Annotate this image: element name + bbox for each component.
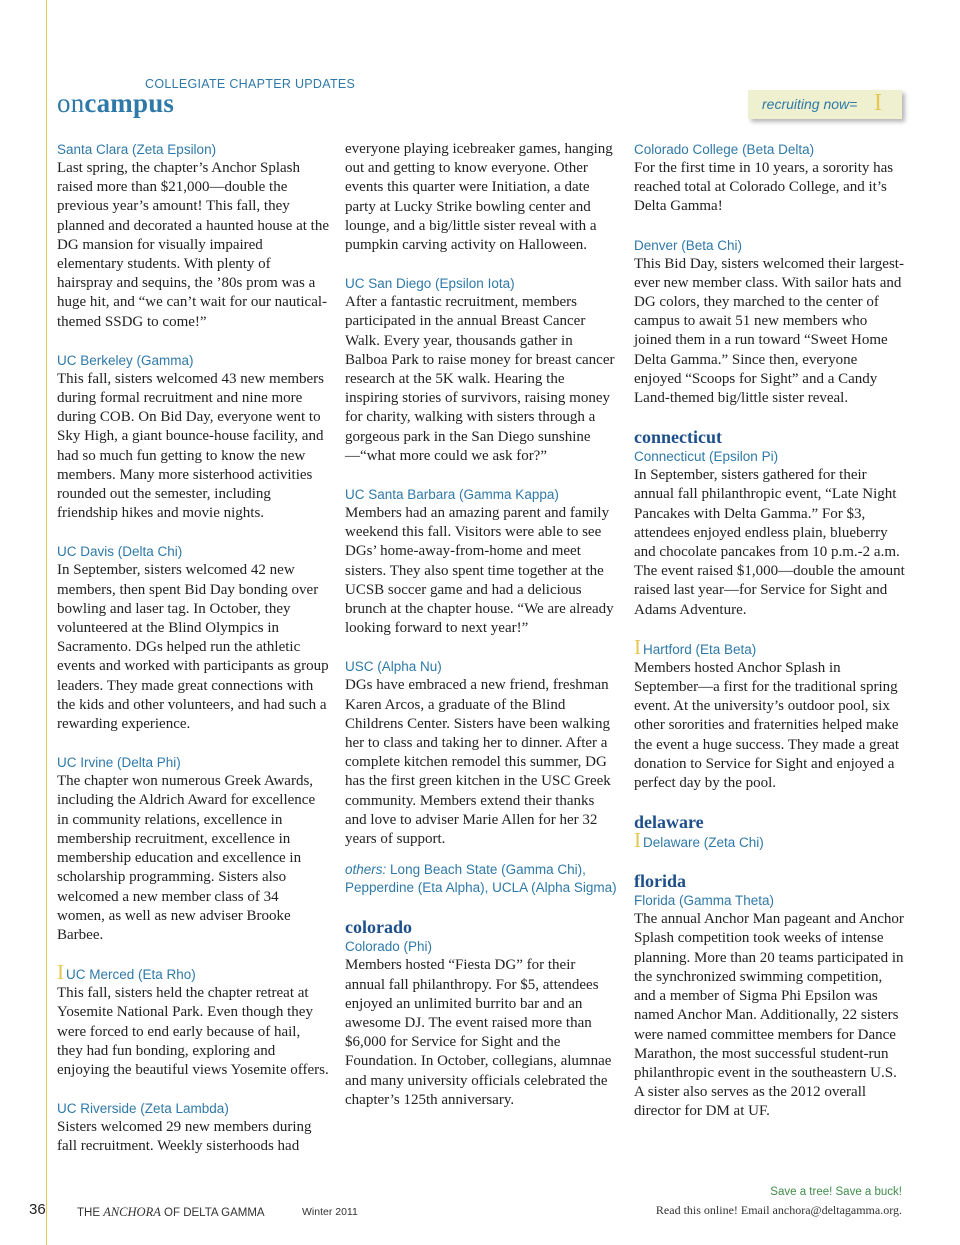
column-3 bbox=[634, 140, 906, 1141]
chapter-body: This fall, sisters welcomed 43 new members during formal recruitment and nine more during COB. On Bid Day, everyone went to Sky High, a giant bounce-house facility, and had so much fun getting to know the new members. Many more sisterhood activities rounded out the semester, including friendship hikes and movie nights. bbox=[57, 370, 325, 522]
chapter-heading-row bbox=[634, 828, 906, 853]
chapter-body: This fall, sisters held the chapter retreat at Yosemite National Park. Even though they were forced to end early because of hail, they had fun bonding, exploring and enjoying the beautiful views Yosemite offers. bbox=[57, 985, 329, 1078]
chapter-heading: UC Riverside (Zeta Lambda) bbox=[57, 1101, 229, 1117]
gold-margin-rule bbox=[46, 0, 47, 1245]
state-heading: delaware bbox=[634, 812, 704, 833]
chapter-entry bbox=[634, 634, 906, 793]
column-1 bbox=[57, 140, 329, 1176]
state-section-connecticut bbox=[634, 427, 906, 620]
publication-the: THE bbox=[77, 1207, 100, 1219]
badge-marker-icon: I bbox=[874, 90, 882, 116]
other-chapters bbox=[345, 861, 617, 897]
chapter-heading: Delaware (Zeta Chi) bbox=[643, 835, 764, 851]
chapter-entry-continued bbox=[345, 140, 617, 255]
chapter-heading: Connecticut (Epsilon Pi) bbox=[634, 449, 779, 465]
state-heading: connecticut bbox=[634, 427, 722, 448]
chapter-heading: UC Merced (Eta Rho) bbox=[66, 967, 196, 983]
publication-anchora: ANCHORA bbox=[103, 1205, 161, 1219]
chapter-body: everyone playing icebreaker games, hanging out and getting to know everyone. Other events this quarter were Initiation, a date party at Lucky Strike bowling center and lounge, and a big/little sister reveal with a pumpkin carving activity on Halloween. bbox=[345, 141, 613, 254]
badge-text: recruiting now= bbox=[762, 96, 858, 112]
others-label: others: bbox=[345, 862, 387, 878]
state-section-colorado bbox=[345, 917, 617, 1110]
chapter-heading: UC San Diego (Epsilon Iota) bbox=[345, 276, 515, 292]
chapter-heading: UC Davis (Delta Chi) bbox=[57, 544, 183, 560]
chapter-entry bbox=[345, 657, 617, 849]
gold-marker-icon: I bbox=[634, 828, 641, 853]
gold-marker-icon: I bbox=[634, 634, 641, 659]
page-title-bold: campus bbox=[84, 88, 175, 118]
chapter-body: Members hosted Anchor Splash in September—a first for the traditional spring event. At the university’s outdoor pool, six other sororities and fraternities helped make the event a huge success. They made a great donation to Service for Sight and enjoyed a perfect day by the pool. bbox=[634, 659, 900, 792]
chapter-entry bbox=[57, 351, 329, 524]
chapter-body: Members hosted “Fiesta DG” for their annual fall philanthropy. For $5, attendees enjoyed an unlimited burrito bar and an awesome DJ. The event raised more than $6,000 for Service for Sight and the Foundation. In October, collegians, alumnae and many university officials celebrated the chapter’s 125th anniversary. bbox=[345, 957, 612, 1108]
publication-rest: OF DELTA GAMMA bbox=[164, 1207, 265, 1219]
column-2 bbox=[345, 140, 617, 1129]
chapter-entry bbox=[57, 753, 329, 945]
chapter-entry bbox=[634, 140, 906, 217]
chapter-heading: Hartford (Eta Beta) bbox=[643, 641, 757, 657]
read-online-note: Read this online! Email anchora@deltagamma.org. bbox=[655, 1203, 902, 1217]
chapter-heading: UC Santa Barbara (Gamma Kappa) bbox=[345, 487, 559, 503]
chapter-heading-row bbox=[57, 960, 329, 985]
page-title bbox=[57, 88, 174, 119]
save-a-tree-note: Save a tree! Save a buck! bbox=[770, 1186, 902, 1198]
chapter-body: In September, sisters gathered for their annual fall philanthropic event, “Late Night Pancakes with Delta Gamma.” For $3, attendees enjoyed endless plain, blueberry and chocolate pancakes from 10 p.m.-2 a.m. The event raised $1,000—double the amount raised last year—for Service for Sight and Adams Adventure. bbox=[634, 467, 905, 618]
chapter-body: For the first time in 10 years, a sorority has reached total at Colorado College, and it’s Delta Gamma! bbox=[634, 160, 894, 215]
gold-marker-icon: I bbox=[57, 960, 64, 985]
chapter-entry bbox=[345, 485, 617, 638]
chapter-body: DGs have embraced a new friend, freshman Karen Arcos, a graduate of the Blind Childrens Center. Sisters have been walking her to class and taking her to dinner. After a complete kitchen remodel this summer, DG has the first green kitchen in the USC Greek community. Members extend their thanks and love to adviser Marie Allen for her 32 years of support. bbox=[345, 677, 611, 848]
chapter-body: After a fantastic recruitment, members participated in the annual Breast Cancer Walk. Every year, thousands gather in Balboa Park to raise money for breast cancer research at the 5K walk. Hearing the inspiring stories of survivors, raising money for charity, walking with sisters through a gorgeous park in the San Diego sunshine—“what more could we ask for?” bbox=[345, 294, 615, 464]
chapter-body: The chapter won numerous Greek Awards, including the Aldrich Award for excellence in community relations, excellence in membership recruitment, excellence in membership education and excellence in scholarship programming. Sisters also welcomed a new member class of 34 women, as well as new adviser Brooke Barbee. bbox=[57, 773, 316, 943]
section-label: COLLEGIATE CHAPTER UPDATES bbox=[145, 77, 356, 91]
state-heading: colorado bbox=[345, 917, 412, 938]
chapter-entry bbox=[345, 274, 617, 466]
chapter-entry bbox=[57, 140, 329, 332]
recruiting-now-badge bbox=[748, 90, 902, 119]
chapter-entry bbox=[57, 542, 329, 734]
chapter-heading: Florida (Gamma Theta) bbox=[634, 893, 775, 909]
state-heading: florida bbox=[634, 871, 686, 892]
chapter-body: This Bid Day, sisters welcomed their largest-ever new member class. With sailor hats and DG colors, they marched to the center of campus to await 51 new members who joined them in a run toward “Sweet Home Delta Gamma.” Since then, everyone enjoyed “Scoops for Sight” and a Candy Land-themed big/little sister reveal. bbox=[634, 255, 904, 407]
chapter-body: Members had an amazing parent and family weekend this fall. Visitors were able to see DGs’ home-away-from-home and meet sisters. They also spent time together at the UCSB soccer game and had a delicious brunch at the chapter house. “We are already looking forward to next year!” bbox=[345, 505, 614, 637]
chapter-heading: UC Berkeley (Gamma) bbox=[57, 352, 194, 368]
chapter-entry bbox=[634, 236, 906, 409]
state-section-florida bbox=[634, 871, 906, 1121]
issue-date: Winter 2011 bbox=[302, 1206, 358, 1218]
chapter-heading-row bbox=[634, 634, 906, 659]
chapter-heading: USC (Alpha Nu) bbox=[345, 659, 442, 675]
chapter-heading: Colorado College (Beta Delta) bbox=[634, 142, 815, 157]
page-title-light: on bbox=[57, 88, 85, 118]
chapter-entry bbox=[57, 1099, 329, 1156]
chapter-body: In September, sisters welcomed 42 new members, then spent Bid Day bonding over bowling and laser tag. In October, they volunteered at the Blind Olympics in Sacramento. DGs helped run the athletic events and worked with participants as group leaders. They made great connections with the kids and other volunteers, and had such a rewarding experience. bbox=[57, 562, 329, 733]
chapter-heading: UC Irvine (Delta Phi) bbox=[57, 755, 181, 771]
chapter-body: Sisters welcomed 29 new members during fall recruitment. Weekly sisterhoods had bbox=[57, 1119, 312, 1155]
chapter-body: Last spring, the chapter’s Anchor Splash raised more than $21,000—double the previous year’s amount! This fall, they planned and decorated a haunted house at the DG mansion for visually impaired elementary students. With plenty of hairspray and sequins, the ’80s prom was a huge hit, and “we can’t wait for our nautical-themed SSDG to come!” bbox=[57, 160, 329, 330]
publication-name bbox=[77, 1205, 265, 1220]
chapter-heading: Denver (Beta Chi) bbox=[634, 237, 743, 253]
page-number: 36 bbox=[29, 1201, 46, 1218]
chapter-body: The annual Anchor Man pageant and Anchor Splash competition took weeks of intense planning. More than 20 teams participated in the synchronized swimming competition, and a member of Sigma Phi Epsilon was named Anchor Man. Additionally, 22 sisters were named committee members for Dance Marathon, the most successful student-run philanthropic event in the southeastern U.S. A sister also serves as the 2012 overall director for DM at UF. bbox=[634, 911, 904, 1120]
chapter-entry bbox=[57, 960, 329, 1080]
chapter-heading: Colorado (Phi) bbox=[345, 939, 433, 955]
state-section-delaware bbox=[634, 812, 906, 852]
chapter-heading: Santa Clara (Zeta Epsilon) bbox=[57, 142, 217, 157]
others-list: Long Beach State (Gamma Chi), Pepperdine (Eta Alpha), UCLA (Alpha Sigma) bbox=[345, 862, 617, 896]
